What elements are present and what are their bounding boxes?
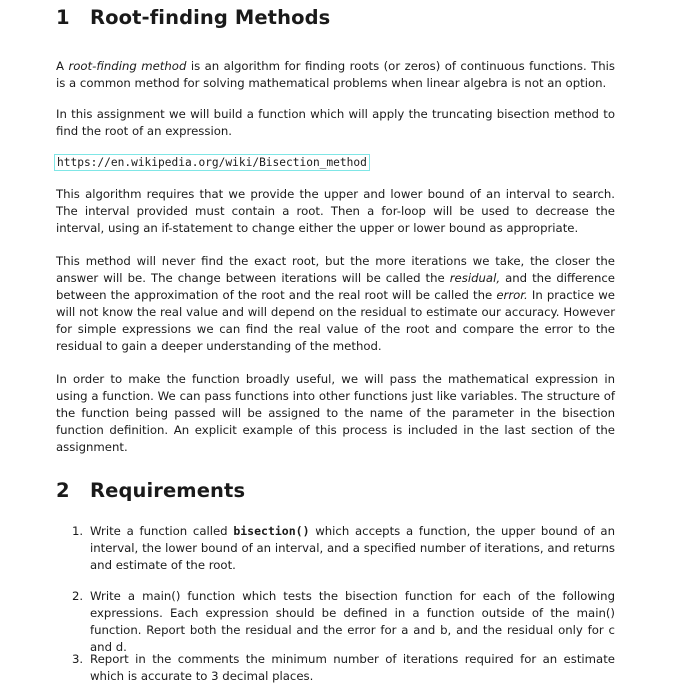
paragraph-intro	[56, 58, 615, 92]
list-marker: 2.	[72, 589, 84, 603]
section-2-heading	[56, 479, 245, 502]
paragraph-algorithm: This algorithm requires that we provide the upper and lower bound of an interval to search. The interval provided must contain a root. Then a for-loop will be used to decrease the interval, using an if-statement to change either the upper or lower bound as appropriate.	[56, 187, 615, 235]
root-finding-term: root-finding method	[68, 59, 187, 73]
bisection-function-code: bisection()	[233, 524, 310, 538]
list-marker: 3.	[72, 652, 84, 666]
paragraph-function-passing: In order to make the function broadly useful, we will pass the mathematical expression in using a function. We can pass functions into other functions just like variables. The structure of the function being passed will be assigned to the name of the parameter in the bisection function definition. An explicit example of this process is included in the last section of the assignment.	[56, 372, 615, 454]
paragraph-residual	[56, 253, 615, 355]
item-1-text-start: Write a function called	[90, 524, 234, 538]
list-item-text: Write a main() function which tests the bisection function for each of the following expressions. Each expression should be defined in a function outside of the main() function. Report both the residual and the error for a and b, and the residual only for c and d.	[90, 589, 615, 654]
list-item-text: Report in the comments the minimum number of iterations required for an estimate which is accurate to 3 decimal places.	[90, 652, 615, 683]
intro-text-end: is an algorithm for finding roots (or zeros) of continuous functions. This is a common method for solving mathematical problems when linear algebra is not an option.	[56, 59, 615, 90]
residual-text-c: In practice we will not know the real value and will depend on the residual to estimate our accuracy. However for simple expressions we can find the real value of the root and compare the error to the residual to gain a deeper understanding of the method.	[56, 288, 615, 353]
section-1-title: Root-finding Methods	[90, 6, 331, 29]
list-item-text	[90, 523, 615, 574]
error-term: error.	[496, 288, 528, 302]
section-1-number: 1	[56, 6, 70, 29]
bisection-wikipedia-link[interactable]: https://en.wikipedia.org/wiki/Bisection_method	[54, 154, 370, 171]
section-2-number: 2	[56, 479, 70, 502]
list-marker: 1.	[72, 524, 84, 538]
residual-text-a: This method will never find the exact root, but the more iterations we take, the closer the answer will be. The change between iterations will be called the	[56, 254, 615, 285]
residual-term: residual,	[449, 271, 501, 285]
section-2-title: Requirements	[90, 479, 246, 502]
section-1-heading	[56, 6, 330, 29]
intro-text-start: A	[56, 59, 69, 73]
residual-text-b: and the difference between the approximation of the root and the real root will be called the	[56, 271, 615, 302]
item-1-text-end: which accepts a function, the upper bound of an interval, the lower bound of an interval, and a specified number of iterations, and returns and estimate of the root.	[90, 524, 615, 572]
paragraph-assignment: In this assignment we will build a function which will apply the truncating bisection method to find the root of an expression.	[56, 107, 615, 138]
